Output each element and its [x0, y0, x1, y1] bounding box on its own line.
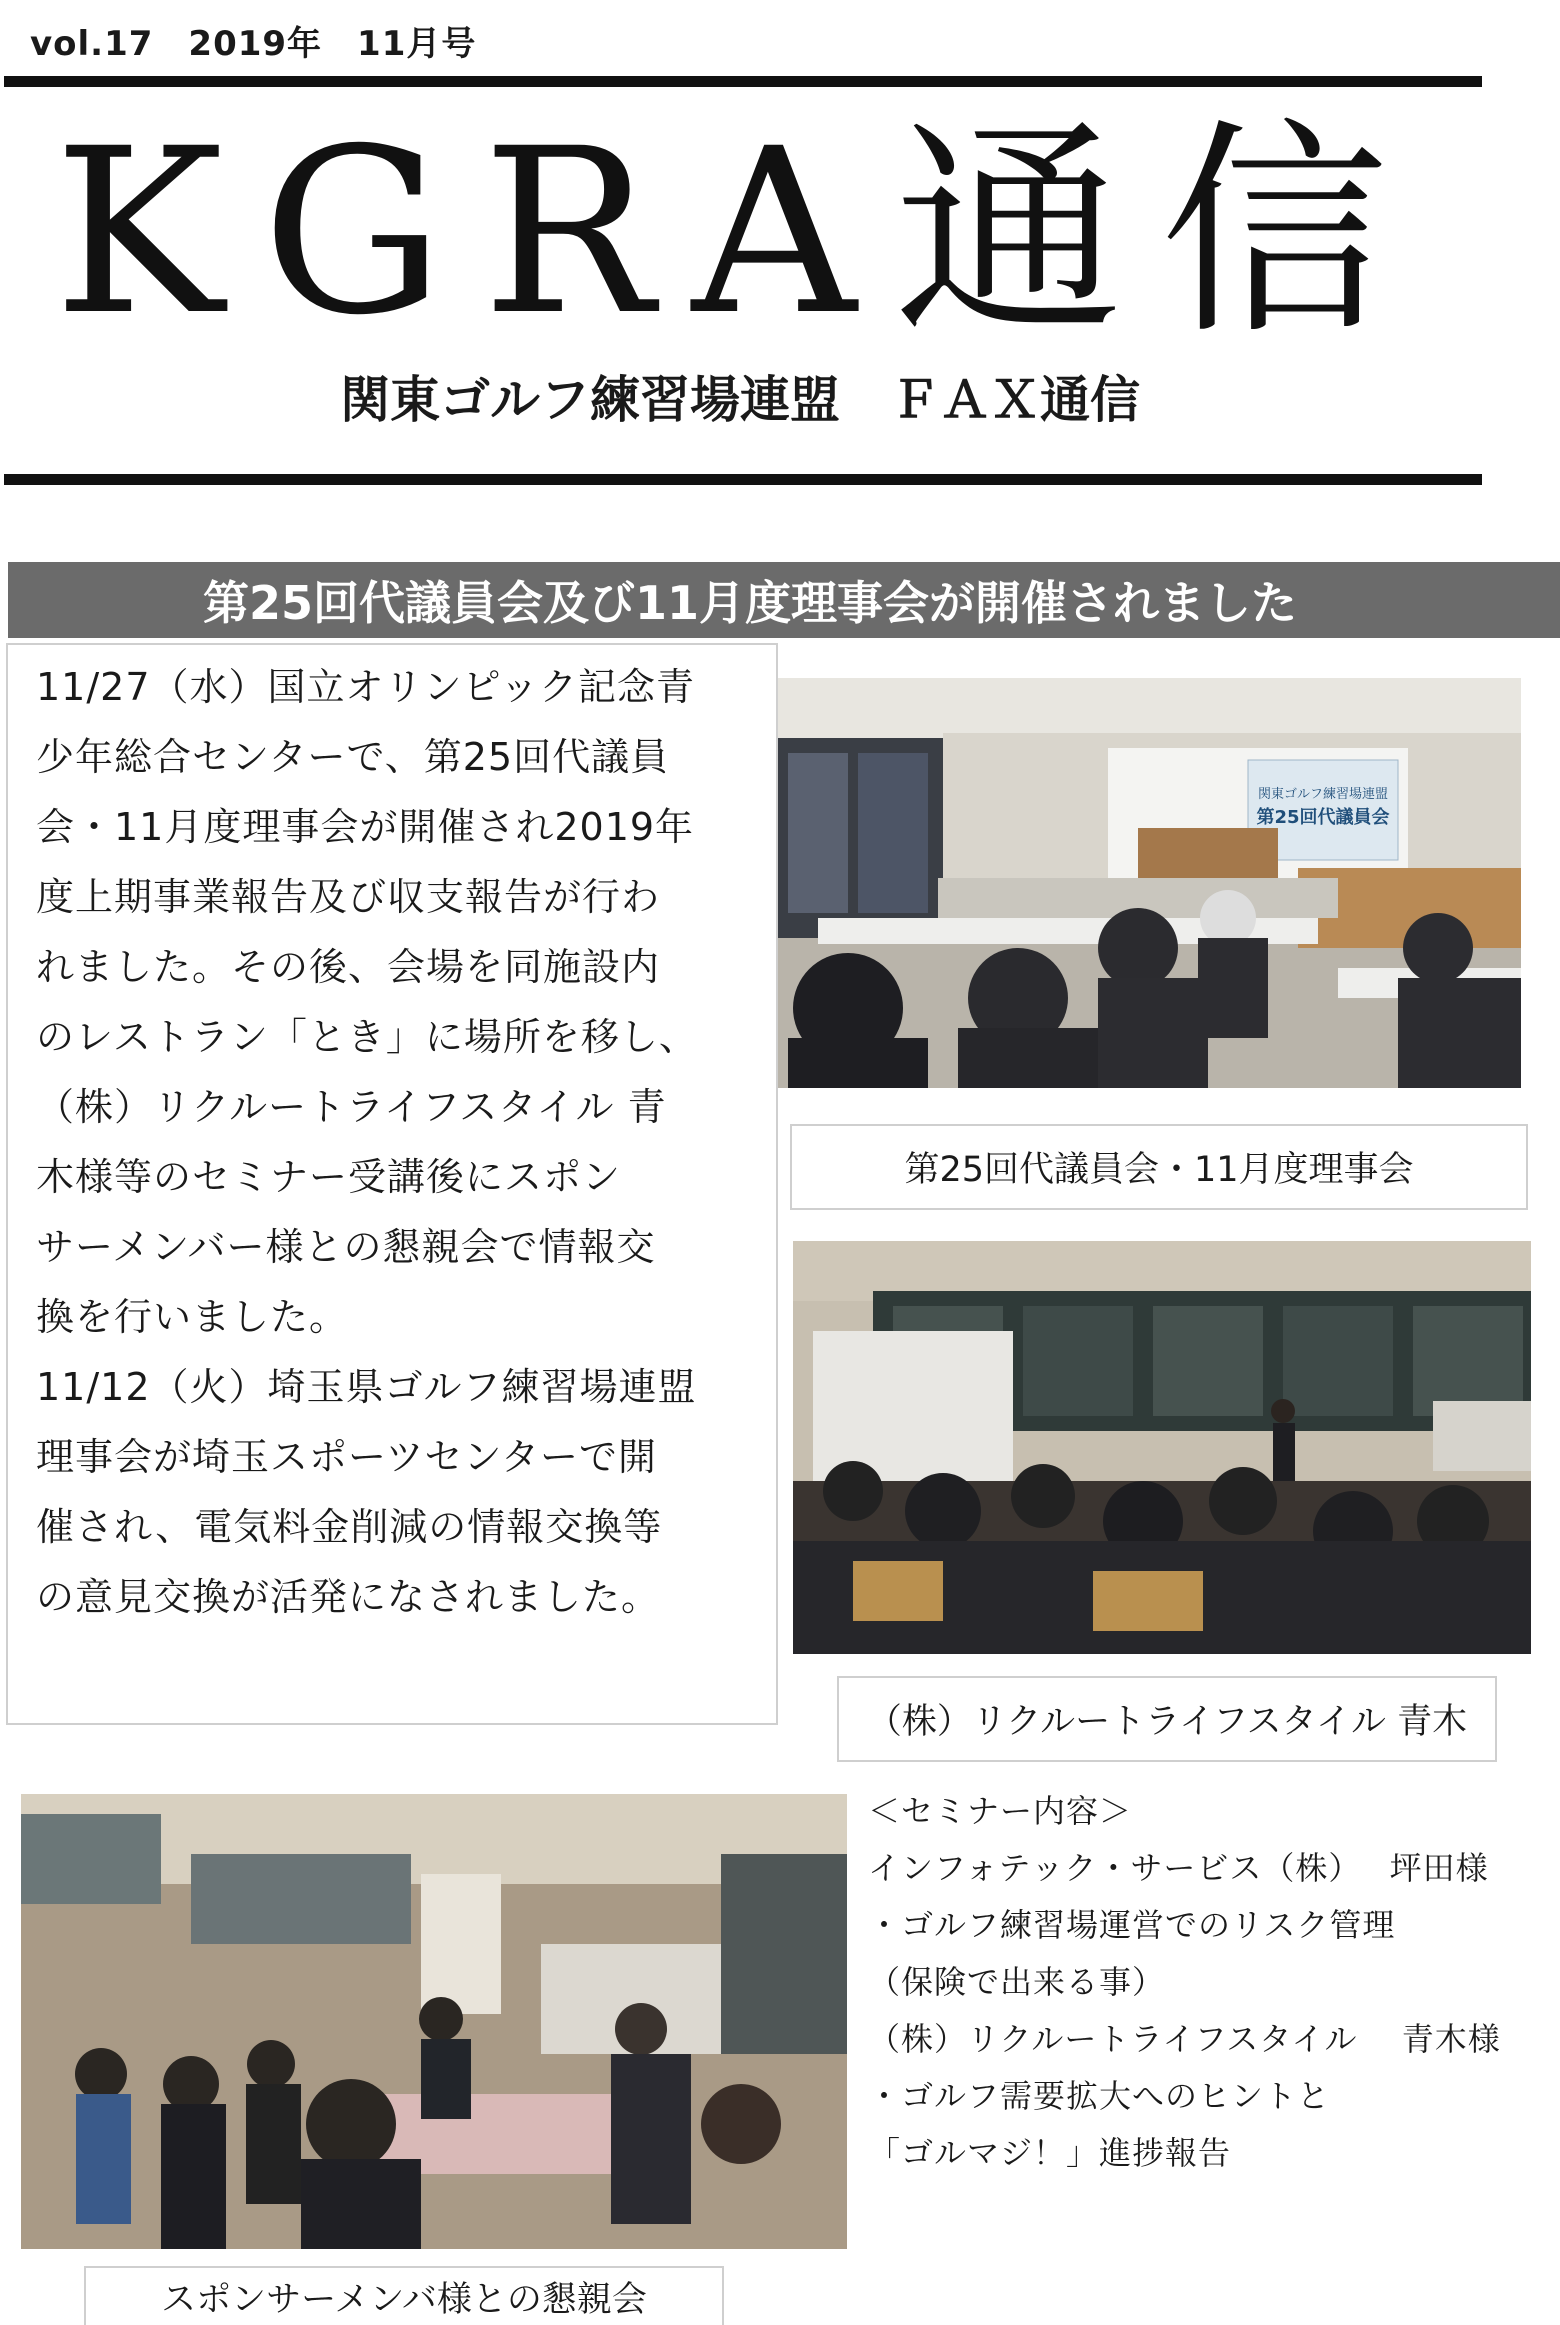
seminar-photo [793, 1241, 1531, 1654]
article-body-line: （株）リクルートライフスタイル 青 [36, 1085, 667, 1129]
seminar-line: （保険で出来る事） [868, 1963, 1166, 2001]
seminar-heading: ＜セミナー内容＞ [868, 1792, 1133, 1830]
article-body-line: 木様等のセミナー受講後にスポン [36, 1155, 622, 1199]
article-body-line: 11/12（火）埼玉県ゴルフ練習場連盟 [36, 1365, 697, 1409]
article-body-line: 少年総合センターで、第25回代議員 [36, 735, 670, 779]
seminar-line: インフォテック・サービス（株） 坪田様 [868, 1849, 1489, 1887]
article-body-line: 理事会が埼玉スポーツセンターで開 [36, 1435, 657, 1479]
issue-label: vol.17 2019年 11月号 [30, 24, 477, 64]
screen-title-text: 第25回代議員会 [1256, 807, 1390, 828]
bottom-rule [4, 474, 1482, 485]
article-body-line: のレストラン「とき」に場所を移し、 [36, 1015, 698, 1059]
party-photo [21, 1794, 847, 2249]
meeting-photo [778, 678, 1521, 1088]
masthead-title: KGRA通信 [53, 99, 1427, 365]
top-rule [4, 76, 1482, 87]
screen-small-text: 関東ゴルフ練習場連盟 [1257, 787, 1389, 802]
article-body-line: 会・11月度理事会が開催され2019年 [36, 805, 695, 849]
article-headline: 第25回代議員会及び11月度理事会が開催されました [8, 562, 1560, 638]
article-body-line: 換を行いました。 [36, 1295, 349, 1339]
masthead-subtitle: 関東ゴルフ練習場連盟 ＦＡＸ通信 [340, 371, 1140, 429]
article-body-line: の意見交換が活発になされました。 [36, 1575, 661, 1619]
article-body-line: 催され、電気料金削減の情報交換等 [36, 1505, 663, 1549]
party-caption: スポンサーメンバ様との懇親会 [84, 2266, 724, 2325]
seminar-caption: （株）リクルートライフスタイル 青木 [837, 1676, 1497, 1762]
seminar-line: ・ゴルフ需要拡大へのヒントと [868, 2077, 1331, 2115]
article-body-line: れました。その後、会場を同施設内 [36, 945, 661, 989]
seminar-line: （株）リクルートライフスタイル 青木様 [868, 2020, 1501, 2058]
article-body-line: 度上期事業報告及び収支報告が行わ [36, 875, 661, 919]
meeting-caption: 第25回代議員会・11月度理事会 [790, 1124, 1528, 1210]
article-body-line: 11/27（水）国立オリンピック記念青 [36, 665, 695, 709]
seminar-line: 「ゴルマジ！」進捗報告 [868, 2134, 1232, 2172]
article-body-line: サーメンバー様との懇親会で情報交 [36, 1225, 656, 1269]
seminar-line: ・ゴルフ練習場運営でのリスク管理 [868, 1906, 1396, 1944]
